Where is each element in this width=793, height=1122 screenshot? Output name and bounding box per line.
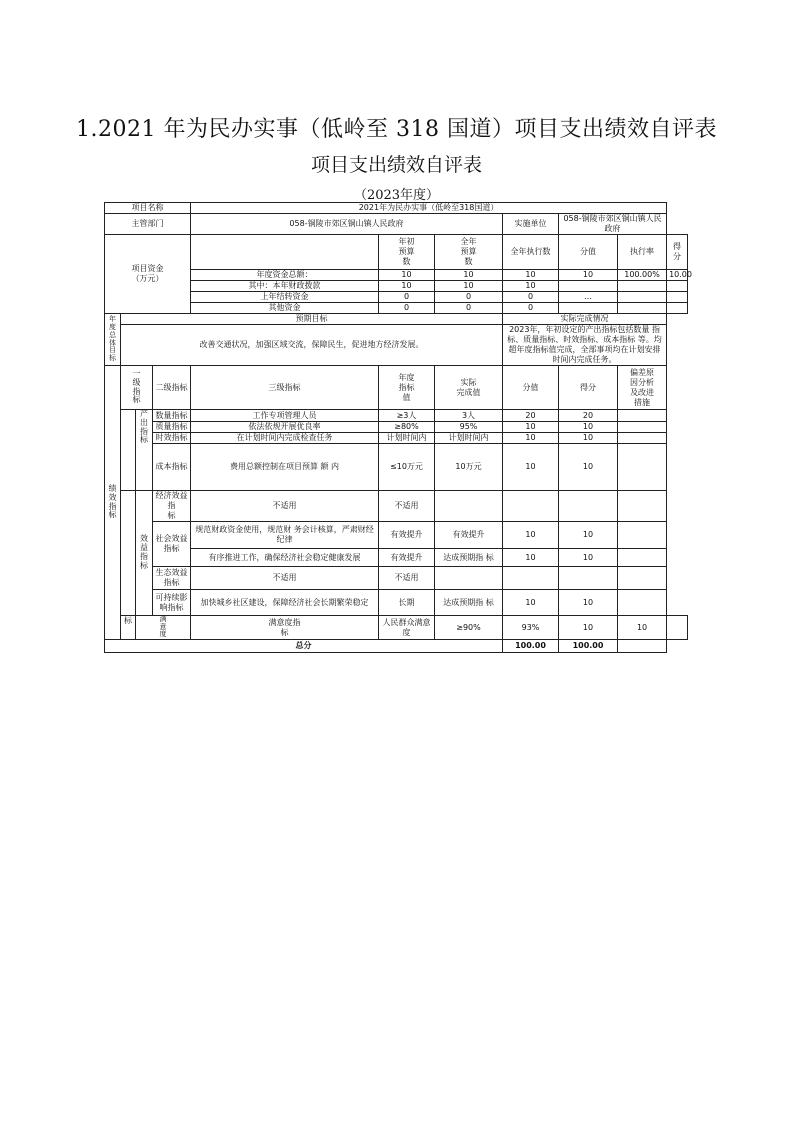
fund-rate — [618, 292, 667, 303]
indicator-deviation — [667, 616, 688, 640]
indicator-level3: 不适用 — [191, 567, 379, 590]
indicator-deviation — [618, 522, 667, 549]
indicator-level3: 依法依规开展优良率 — [191, 422, 379, 433]
indicator-deviation — [618, 433, 667, 444]
indicator-actual — [435, 567, 503, 590]
indicator-score: 10 — [559, 522, 618, 549]
indicator-row — [105, 567, 688, 590]
level2-header: 二级指标 — [153, 366, 191, 410]
indicator-level3: 加快城乡社区建设，保障经济社会长期繁荣稳定 — [191, 590, 379, 616]
indicator-level2: 时效指标 — [153, 433, 191, 444]
fund-executed: 0 — [503, 292, 559, 303]
fund-score — [667, 292, 688, 303]
expected-goal-text: 改善交通状况，加强区域交流，保障民生，促进地方经济发展。 — [121, 325, 503, 366]
fund-initial: 10 — [379, 270, 435, 281]
fund-row — [105, 303, 688, 314]
indicator-score: 10 — [559, 444, 618, 491]
indicator-target: ≤10万元 — [379, 444, 435, 491]
indicator-deviation — [618, 444, 667, 491]
indicator-level2: 数量指标 — [153, 410, 191, 422]
indicator-level3: 费用总额控制在项目预算 额 内 — [191, 444, 379, 491]
indicator-level3: 工作专项管理人员 — [191, 410, 379, 422]
satisfaction-side-label: 标 — [121, 616, 136, 640]
fund-full: 10 — [435, 281, 503, 292]
indicator-row — [105, 590, 688, 616]
indicator-weight: 10 — [503, 549, 559, 567]
impl-unit-label: 实施单位 — [503, 214, 559, 235]
fund-full: 0 — [435, 292, 503, 303]
fund-row-label: 年度资金总额： — [191, 270, 379, 281]
project-name-value: 2021年为民办实事（低岭至318国道） — [191, 203, 667, 214]
goal-header-row — [105, 314, 688, 325]
total-row — [105, 640, 688, 653]
total-weight: 100.00 — [503, 640, 559, 653]
actual-value-header: 实际 完成值 — [435, 366, 503, 410]
indicator-actual: 达成预期指 标 — [435, 590, 503, 616]
indicator-weight: 10 — [503, 590, 559, 616]
indicator-target: 长期 — [379, 590, 435, 616]
expected-goal-header: 预期目标 — [121, 314, 503, 325]
level3-header: 三级指标 — [191, 366, 379, 410]
indicator-row — [105, 616, 688, 640]
year-label: （2023年度） — [353, 188, 440, 203]
indicator-score — [559, 567, 618, 590]
main-title: 1.2021 年为民办实事（低岭至 318 国道）项目支出绩效自评表 — [76, 117, 717, 142]
indicator-level2: 成本指标 — [153, 444, 191, 491]
col-full-budget: 全年 预算 数 — [435, 235, 503, 270]
perf-header-row — [105, 366, 688, 410]
indicator-score: 10 — [618, 616, 667, 640]
fund-row — [105, 292, 688, 303]
indicator-level3: 人民群众满意度 — [379, 616, 435, 640]
indicator-target: ≥80% — [379, 422, 435, 433]
goal-vertical-label: 年 度 总 体 目 标 — [105, 314, 121, 366]
fund-row-label: 其中：本年财政拨款 — [191, 281, 379, 292]
indicator-score — [559, 491, 618, 522]
indicator-level3: 在计划时间内完成检查任务 — [191, 433, 379, 444]
score-weight-header: 分值 — [503, 366, 559, 410]
indicator-row — [105, 410, 688, 422]
fund-full: 10 — [435, 270, 503, 281]
indicator-score: 10 — [559, 422, 618, 433]
indicator-target: 不适用 — [379, 567, 435, 590]
indicator-actual: 达成预期指 标 — [435, 549, 503, 567]
fund-weight: … — [559, 292, 618, 303]
indicator-level2: 可持续影 响指标 — [153, 590, 191, 616]
fund-label: 项目资金 （万元） — [105, 235, 191, 314]
indicator-actual: 95% — [435, 422, 503, 433]
col-score-weight: 分值 — [559, 235, 618, 270]
indicator-level2: 社会效益 指标 — [153, 522, 191, 567]
deviation-header: 偏差原 因分析 及改进 措施 — [618, 366, 667, 410]
fund-weight — [559, 303, 618, 314]
indicator-level3: 有序推进工作，确保经济社会稳定健康发展 — [191, 549, 379, 567]
fund-score: 10.00 — [667, 270, 688, 281]
indicator-weight: 10 — [559, 616, 618, 640]
total-deviation — [618, 640, 667, 653]
benefit-blank — [121, 491, 136, 616]
level1-header: 一 级 指 标 — [121, 366, 153, 410]
department-row — [105, 214, 688, 235]
indicator-actual: 有效提升 — [435, 522, 503, 549]
indicator-target: 不适用 — [379, 491, 435, 522]
indicator-weight: 10 — [503, 444, 559, 491]
indicator-weight: 10 — [503, 422, 559, 433]
col-score: 得分 — [667, 235, 688, 270]
sub-title: 项目支出绩效自评表 — [310, 154, 482, 176]
indicator-target: ≥90% — [435, 616, 503, 640]
indicator-target: 有效提升 — [379, 549, 435, 567]
col-exec-rate: 执行率 — [618, 235, 667, 270]
indicator-deviation — [618, 549, 667, 567]
indicator-weight: 10 — [503, 522, 559, 549]
project-name-row — [105, 203, 688, 214]
fund-weight — [559, 281, 618, 292]
fund-score — [667, 303, 688, 314]
indicator-target: 有效提升 — [379, 522, 435, 549]
indicator-weight — [503, 567, 559, 590]
indicator-level2: 生态效益 指标 — [153, 567, 191, 590]
indicator-row — [105, 433, 688, 444]
fund-rate — [618, 281, 667, 292]
indicator-deviation — [618, 567, 667, 590]
fund-rate: 100.00% — [618, 270, 667, 281]
indicator-weight: 20 — [503, 410, 559, 422]
indicator-row — [105, 444, 688, 491]
total-score: 100.00 — [559, 640, 618, 653]
fund-row-label: 其他资金 — [191, 303, 379, 314]
fund-row — [105, 270, 688, 281]
indicator-score: 10 — [559, 590, 618, 616]
impl-unit-value: 058-铜陵市郊区铜山镇人民政府 — [559, 214, 667, 235]
self-evaluation-table — [104, 202, 692, 653]
indicator-score: 10 — [559, 433, 618, 444]
department-value: 058-铜陵市郊区铜山镇人民政府 — [191, 214, 503, 235]
col-executed: 全年执行数 — [503, 235, 559, 270]
indicator-deviation — [618, 410, 667, 422]
fund-blank — [191, 235, 379, 270]
indicator-level2: 经济效益指 标 — [153, 491, 191, 522]
fund-row-label: 上年结转资金 — [191, 292, 379, 303]
benefit-vertical-label: 效 益 指 标 — [136, 491, 153, 616]
indicator-actual — [435, 491, 503, 522]
indicator-deviation — [618, 422, 667, 433]
indicator-level2: 满意度指 标 — [191, 616, 379, 640]
indicator-row — [105, 522, 688, 549]
score-header: 得分 — [559, 366, 618, 410]
indicator-row — [105, 422, 688, 433]
indicator-level2: 质量指标 — [153, 422, 191, 433]
fund-executed: 10 — [503, 270, 559, 281]
indicator-weight — [503, 491, 559, 522]
indicator-score: 10 — [559, 549, 618, 567]
indicator-score: 20 — [559, 410, 618, 422]
indicator-row — [105, 549, 688, 567]
fund-weight: 10 — [559, 270, 618, 281]
indicator-row — [105, 491, 688, 522]
col-initial-budget: 年初 预算 数 — [379, 235, 435, 270]
indicator-target: ≥3人 — [379, 410, 435, 422]
fund-executed: 10 — [503, 281, 559, 292]
indicator-actual: 10万元 — [435, 444, 503, 491]
actual-done-text: 2023年，年初设定的产出指标包括数量 指标、质量指标、时效指标、成本指标 等。均超年度指标值完成，全部事项均在计划安排时间内完成任务。 — [503, 325, 667, 366]
indicator-actual: 93% — [503, 616, 559, 640]
indicator-weight: 10 — [503, 433, 559, 444]
indicator-actual: 计划时间内 — [435, 433, 503, 444]
fund-header-row — [105, 235, 688, 270]
indicator-actual: 3人 — [435, 410, 503, 422]
fund-initial: 0 — [379, 292, 435, 303]
fund-initial: 10 — [379, 281, 435, 292]
indicator-level3: 规范财政资金使用，规范财 务会计核算，严肃财经纪律 — [191, 522, 379, 549]
fund-rate — [618, 303, 667, 314]
indicator-level3: 不适用 — [191, 491, 379, 522]
fund-score — [667, 281, 688, 292]
perf-vertical-label: 绩 效 指 标 — [105, 366, 121, 640]
annual-target-header: 年度 指标 值 — [379, 366, 435, 410]
total-label: 总分 — [105, 640, 503, 653]
indicator-deviation — [618, 491, 667, 522]
actual-done-header: 实际完成情况 — [503, 314, 667, 325]
department-label: 主管部门 — [105, 214, 191, 235]
fund-full: 0 — [435, 303, 503, 314]
project-name-label: 项目名称 — [105, 203, 191, 214]
fund-row — [105, 281, 688, 292]
fund-initial: 0 — [379, 303, 435, 314]
output-blank — [121, 410, 136, 491]
goal-content-row — [105, 325, 688, 366]
indicator-target: 计划时间内 — [379, 433, 435, 444]
fund-executed: 0 — [503, 303, 559, 314]
indicator-deviation — [618, 590, 667, 616]
satisfaction-vertical-label: 满 意 度 — [136, 616, 191, 640]
output-vertical-label: 产 出 指 标 — [136, 410, 153, 491]
